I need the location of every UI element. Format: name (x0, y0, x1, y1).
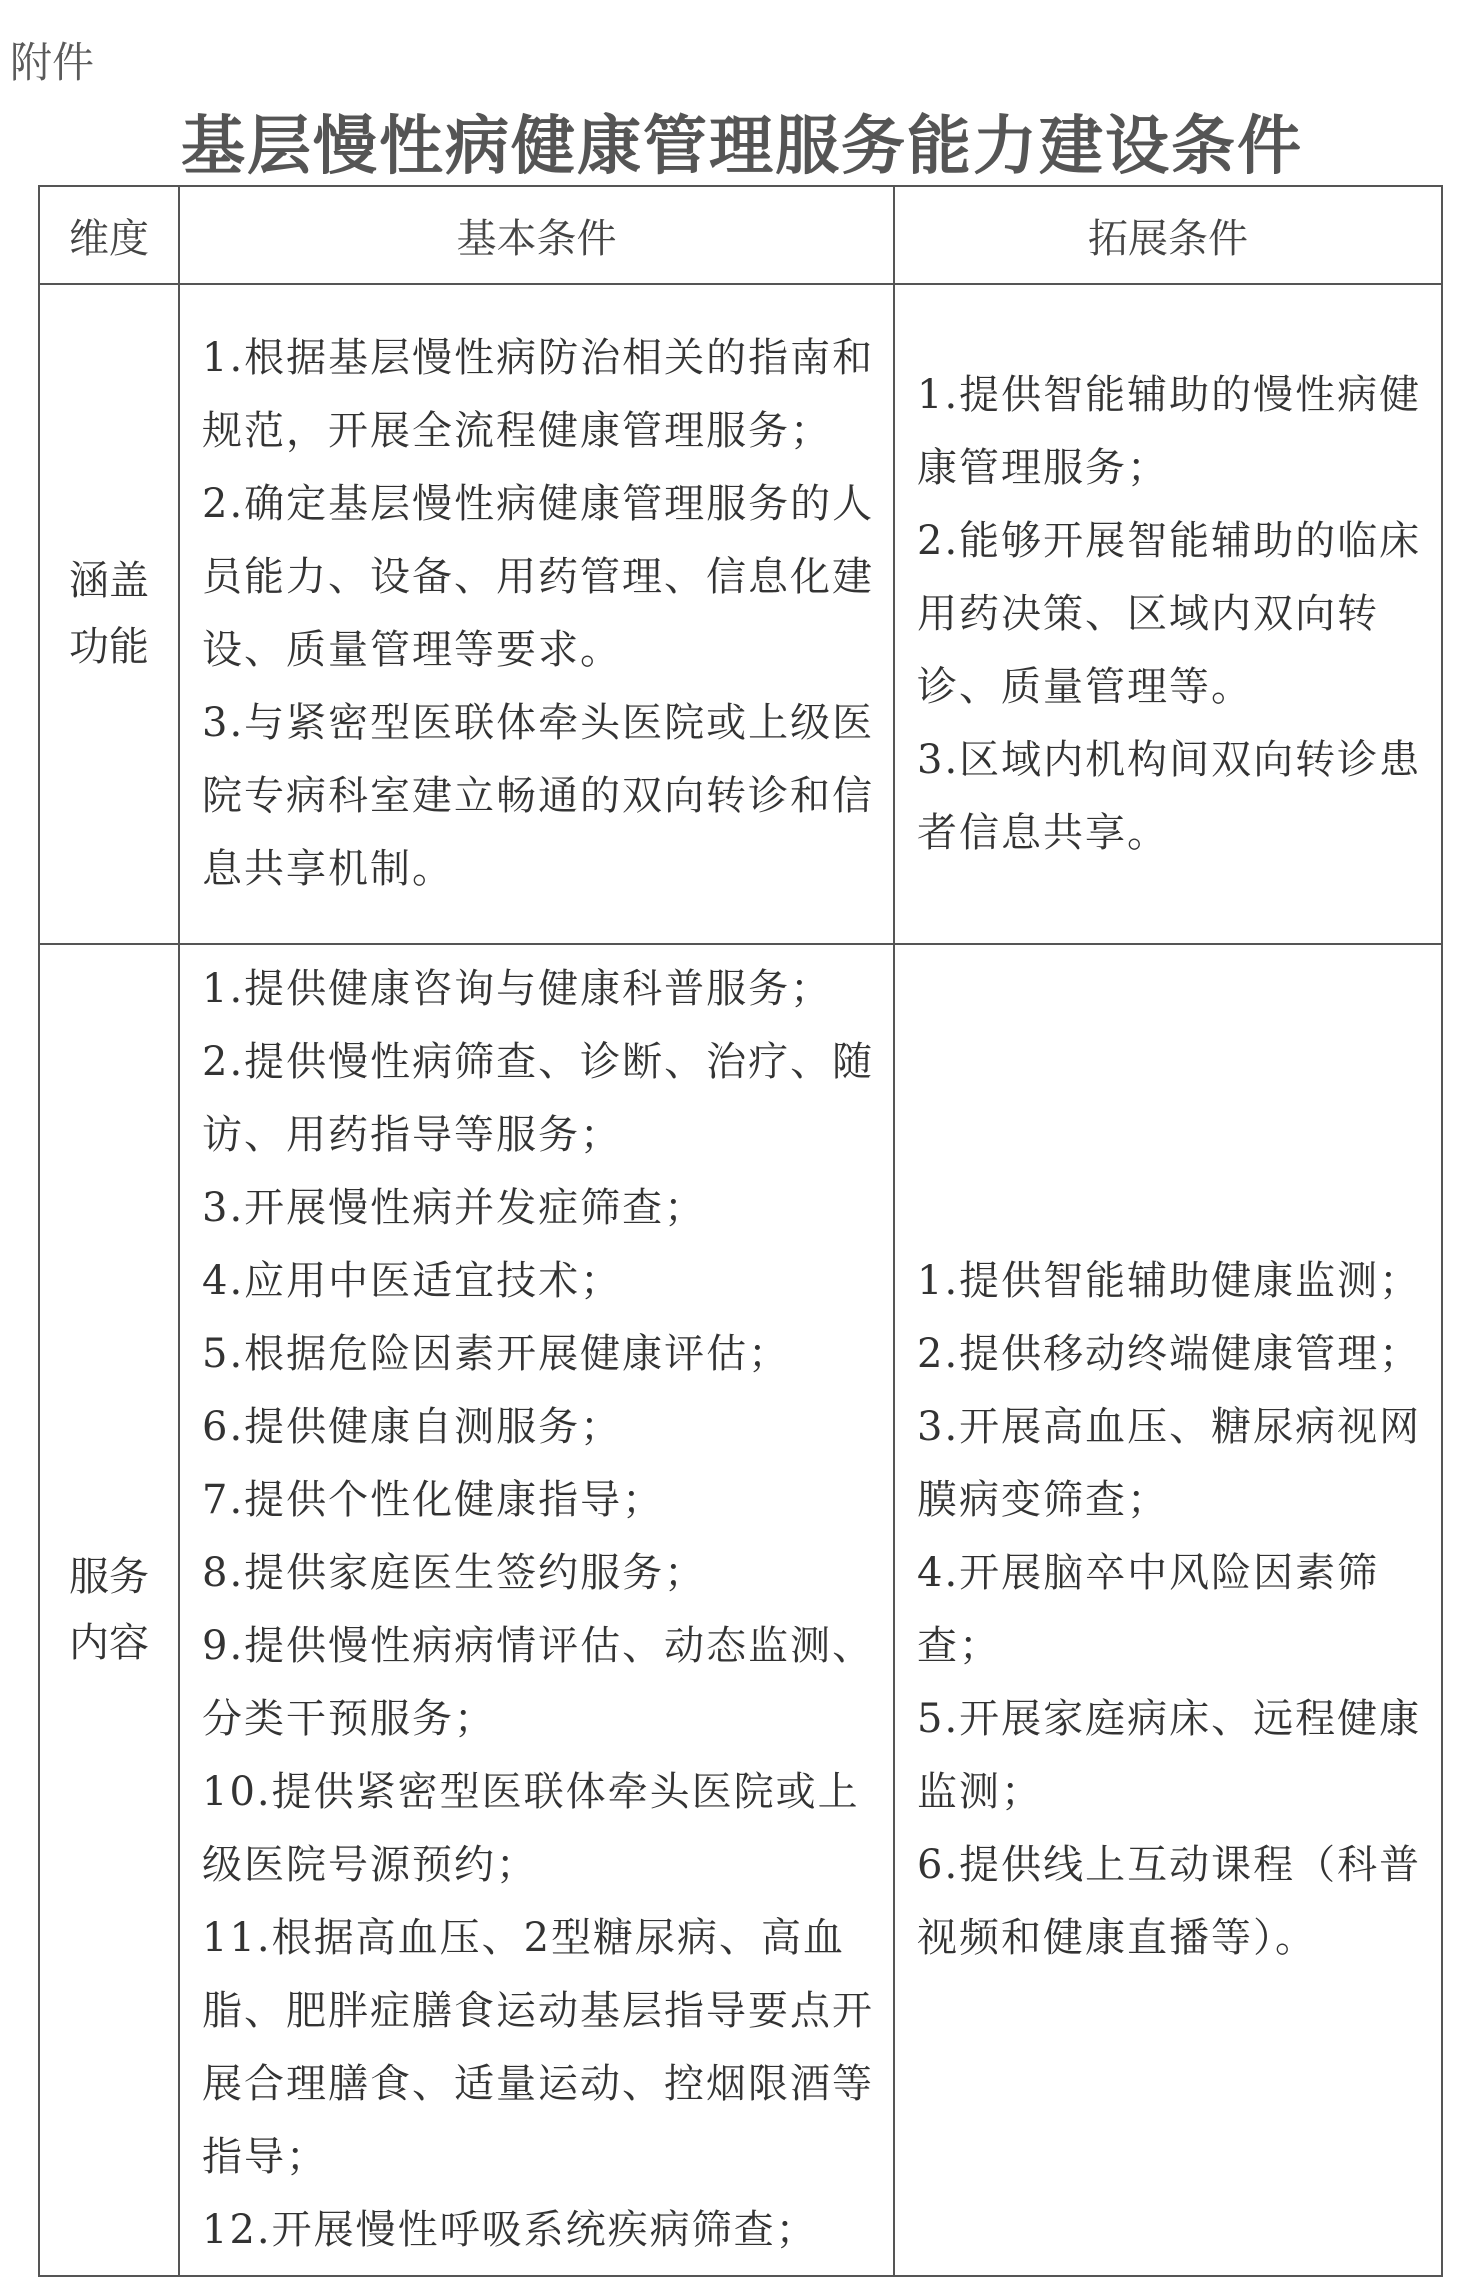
basic-service-cell (179, 944, 894, 2276)
list-item: 6.提供健康自测服务； (202, 1404, 623, 1450)
list-item: 12.开展慢性呼吸系统疾病筛查； (202, 2207, 818, 2253)
list-item: 5.根据危险因素开展健康评估； (202, 1331, 791, 1377)
list-item: 1.根据基层慢性病防治相关的指南和规范，开展全流程健康管理服务； (202, 335, 875, 454)
list-item: 4.应用中医适宜技术； (202, 1258, 623, 1304)
dimension-coverage (39, 284, 179, 944)
dimension-coverage-label: 涵盖功能 (69, 558, 149, 670)
list-item: 9.提供慢性病病情评估、动态监测、分类干预服务； (202, 1623, 875, 1742)
list-item: 2.能够开展智能辅助的临床用药决策、区域内双向转诊、质量管理等。 (917, 517, 1422, 710)
header-extended: 拓展条件 (894, 186, 1442, 284)
dimension-service (39, 944, 179, 2276)
list-item: 8.提供家庭医生签约服务； (202, 1550, 707, 1596)
list-item: 2.确定基层慢性病健康管理服务的人员能力、设备、用药管理、信息化建设、质量管理等要求。 (202, 481, 875, 673)
extended-service-cell (894, 944, 1442, 2276)
extended-coverage-cell (894, 284, 1442, 944)
list-item: 2.提供慢性病筛查、诊断、治疗、随访、用药指导等服务； (202, 1039, 875, 1158)
list-item: 3.开展高血压、糖尿病视网膜病变筛查； (917, 1404, 1422, 1523)
list-item: 7.提供个性化健康指导； (202, 1477, 665, 1523)
list-item: 1.提供智能辅助的慢性病健康管理服务； (917, 371, 1422, 491)
list-item: 11.根据高血压、2型糖尿病、高血脂、肥胖症膳食运动基层指导要点开展合理膳食、适量运动、控烟限酒等指导； (202, 1915, 874, 2180)
list-item: 10.提供紧密型医联体牵头医院或上级医院号源预约； (202, 1769, 860, 1888)
page-title: 基层慢性病健康管理服务能力建设条件 (181, 110, 1303, 184)
list-item: 1.提供智能辅助健康监测； (917, 1258, 1422, 1304)
list-item: 6.提供线上互动课程（科普视频和健康直播等）。 (917, 1842, 1422, 1961)
header-dimension: 维度 (39, 186, 179, 284)
list-item: 5.开展家庭病床、远程健康监测； (917, 1696, 1422, 1815)
basic-coverage-cell (179, 284, 894, 944)
attachment-label: 附件 (10, 38, 95, 87)
list-item: 1.提供健康咨询与健康科普服务； (202, 966, 833, 1012)
list-item: 3.区域内机构间双向转诊患者信息共享。 (917, 736, 1422, 856)
table-header-row (39, 186, 1442, 284)
list-item: 2.提供移动终端健康管理； (917, 1331, 1422, 1377)
table-row-service (39, 944, 1442, 2276)
list-item: 3.开展慢性病并发症筛查； (202, 1185, 707, 1231)
conditions-table (38, 185, 1443, 2277)
table-row-coverage (39, 284, 1442, 944)
list-item: 3.与紧密型医联体牵头医院或上级医院专病科室建立畅通的双向转诊和信息共享机制。 (202, 700, 875, 892)
header-basic: 基本条件 (179, 186, 894, 284)
list-item: 4.开展脑卒中风险因素筛查； (917, 1550, 1380, 1669)
dimension-service-label: 服务内容 (69, 1554, 149, 1666)
